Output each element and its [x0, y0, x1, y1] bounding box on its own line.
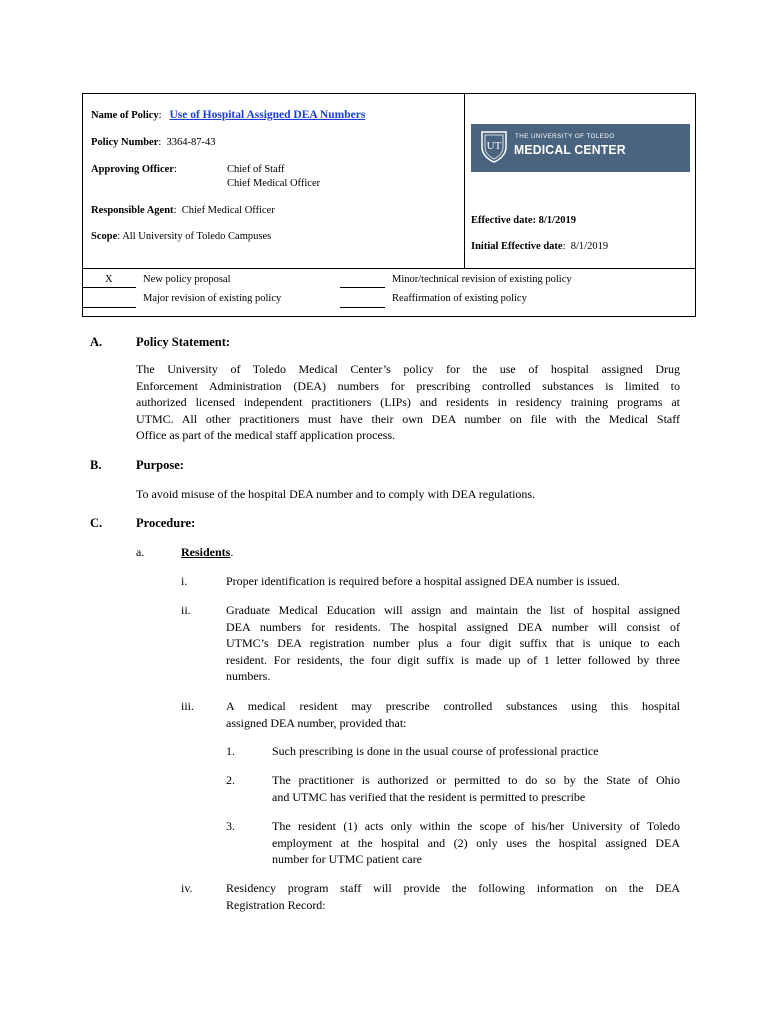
section-b-letter: B.	[90, 458, 102, 472]
subitem-3-marker: 3.	[226, 819, 235, 833]
item-ii-line: Graduate Medical Education will assign and maintain the list of hospital assigned	[226, 603, 680, 617]
item-ii-line: numbers.	[226, 669, 271, 684]
initial-effective-value: 8/1/2019	[570, 241, 609, 252]
item-iv-line: Residency program staff will provide the following information on the DEA	[226, 881, 680, 895]
name-of-policy-row: Name of Policy: Use of Hospital Assigned DEA Numbers	[91, 109, 366, 121]
item-iii-marker: iii.	[181, 699, 195, 713]
section-a-line: UTMC. All other practitioners must have their own DEA number on file with the Medical Staff	[136, 411, 680, 426]
checkbox-label-new: New policy proposal	[143, 274, 231, 285]
subitem-3-line: employment at the hospital and (2) only uses the hospital assigned DEA	[272, 835, 680, 850]
subitem-3-line: number for UTMC patient care	[272, 852, 422, 867]
item-i-marker: i.	[181, 574, 188, 588]
section-a-line: Office as part of the medical staff application process.	[136, 428, 396, 443]
effective-date: Effective date: 8/1/2019	[471, 215, 576, 226]
university-shield-icon	[481, 131, 507, 163]
item-i-text: Proper identification is required before a hospital assigned DEA number is issued.	[226, 574, 620, 588]
initial-effective-label: Initial Effective date	[471, 241, 563, 252]
subitem-1-text: Such prescribing is done in the usual course of professional practice	[272, 744, 599, 758]
approving-officer-label: Approving Officer	[91, 164, 174, 175]
residents-title: Residents	[181, 545, 231, 559]
logo-medical-center-text: MEDICAL CENTER	[514, 142, 626, 157]
name-of-policy-label: Name of Policy	[91, 110, 159, 121]
scope-label: Scope	[91, 231, 118, 242]
approving-officer-value-1: Chief of Staff	[227, 164, 285, 175]
checkbox-label-reaffirm: Reaffirmation of existing policy	[392, 293, 527, 304]
section-a-line: Enforcement Administration (DEA) numbers for prescribing controlled substances is limited to	[136, 378, 680, 393]
responsible-agent-value: Chief Medical Officer	[181, 205, 275, 216]
subitem-2-line: The practitioner is authorized or permitted to do so by the State of Ohio	[272, 773, 680, 787]
item-iii-paragraph	[226, 698, 680, 731]
logo-university-text: THE UNIVERSITY OF TOLEDO	[515, 133, 615, 140]
item-iii-line: A medical resident may prescribe controlled substances using this hospital	[226, 699, 680, 713]
approving-officer-row: Approving Officer:	[91, 164, 177, 175]
logo-monogram: UT	[486, 140, 502, 152]
scope-row: Scope: All University of Toledo Campuses	[91, 231, 272, 242]
policy-header-table	[82, 93, 696, 317]
residents-heading: Residents.	[181, 545, 234, 559]
checkbox-line-new	[83, 287, 136, 288]
section-b-text: To avoid misuse of the hospital DEA number and to comply with DEA regulations.	[136, 487, 536, 501]
header-horizontal-divider	[83, 268, 695, 269]
checkbox-line-minor[interactable]	[340, 287, 385, 288]
section-a-title: Policy Statement:	[136, 335, 231, 349]
section-a-letter: A.	[90, 335, 103, 349]
item-ii-line: resident. For residents, the four digit suffix is made up of 1 letter followed by three	[226, 652, 680, 667]
approving-officer-value-2: Chief Medical Officer	[227, 178, 321, 189]
subitem-2-marker: 2.	[226, 773, 235, 787]
item-iv-paragraph	[226, 880, 680, 913]
section-a-paragraph	[136, 361, 680, 444]
policy-name-link[interactable]: Use of Hospital Assigned DEA Numbers	[169, 109, 366, 121]
item-iv-line: Registration Record:	[226, 897, 326, 912]
policy-number-value: 3364-87-43	[166, 137, 216, 148]
residents-marker: a.	[136, 545, 145, 559]
checkbox-mark-new[interactable]: X	[105, 274, 113, 285]
item-ii-line: UTMC’s DEA registration number plus a four digit suffix that is unique to each	[226, 636, 680, 651]
section-c-title: Procedure:	[136, 516, 196, 530]
subitem-1-marker: 1.	[226, 744, 235, 758]
subitem-2-paragraph	[272, 772, 680, 805]
checkbox-label-major: Major revision of existing policy	[143, 293, 282, 304]
policy-number-label: Policy Number	[91, 137, 159, 148]
item-iii-line: assigned DEA number, provided that:	[226, 715, 407, 730]
initial-effective-date-row: Initial Effective date: 8/1/2019	[471, 241, 609, 252]
section-c-letter: C.	[90, 516, 103, 530]
checkbox-line-reaffirm[interactable]	[340, 307, 385, 308]
section-a-line: authorized licensed independent practitioners (LIPs) and residents in residency training programs at	[136, 395, 680, 410]
responsible-agent-row: Responsible Agent: Chief Medical Officer	[91, 205, 275, 216]
subitem-3-line: The resident (1) acts only within the scope of his/her University of Toledo	[272, 819, 680, 833]
subitem-3-paragraph	[272, 818, 680, 868]
utmc-logo	[471, 124, 690, 172]
item-ii-paragraph	[226, 602, 680, 685]
policy-number-row: Policy Number: 3364-87-43	[91, 137, 216, 148]
scope-value: All University of Toledo Campuses	[122, 231, 272, 242]
checkbox-line-major[interactable]	[83, 307, 136, 308]
item-ii-marker: ii.	[181, 603, 191, 617]
item-iv-marker: iv.	[181, 881, 193, 895]
responsible-agent-label: Responsible Agent	[91, 205, 174, 216]
subitem-2-line: and UTMC has verified that the resident is permitted to prescribe	[272, 789, 586, 804]
header-vertical-divider	[464, 94, 465, 268]
section-a-line: The University of Toledo Medical Center’s policy for the use of hospital assigned Drug	[136, 362, 680, 376]
checkbox-label-minor: Minor/technical revision of existing policy	[392, 274, 572, 285]
item-ii-line: DEA numbers for residents. The hospital assigned DEA number will consist of	[226, 619, 680, 634]
section-b-title: Purpose:	[136, 458, 184, 472]
